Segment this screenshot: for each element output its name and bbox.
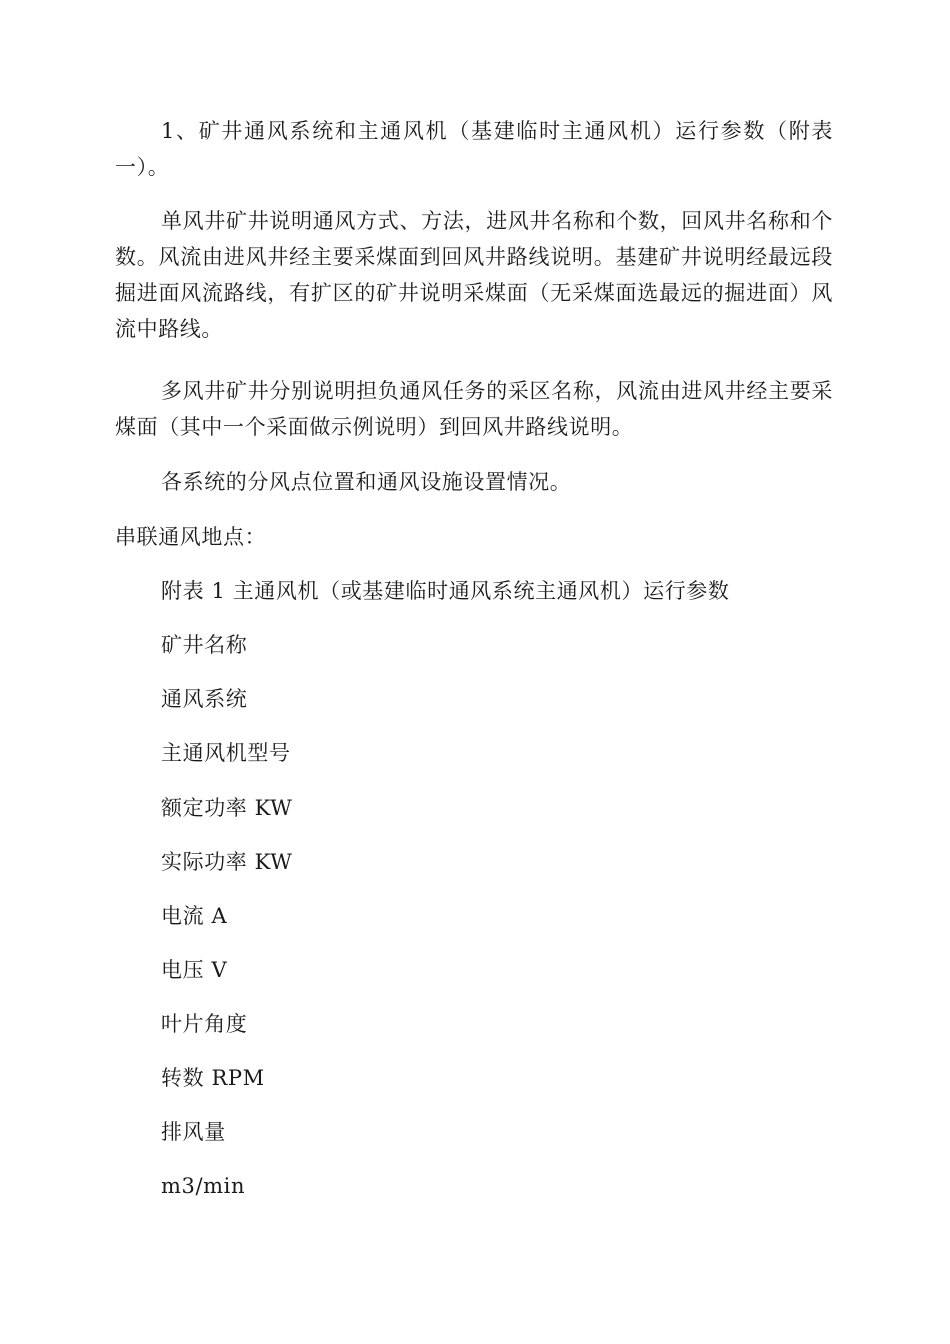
field-rpm: 转数 RPM — [161, 1066, 265, 1090]
paragraph-single-shaft: 单风井矿井说明通风方式、方法，进风井名称和个数，回风井名称和个数。风流由进风井经主要采煤面到回风井路线说明。基建矿井说明经最远段掘进面风流路线，有扩区的矿井说明采煤面（无采煤面选最远的掘进面）风流中路线。 — [115, 209, 833, 341]
field-exhaust-volume: 排风量 — [161, 1120, 226, 1144]
table-title: 附表 1 主通风机（或基建临时通风系统主通风机）运行参数 — [161, 579, 730, 603]
field-voltage: 电压 V — [161, 958, 228, 982]
field-fan-model: 主通风机型号 — [161, 741, 291, 765]
paragraph-section-1-title: 1、矿井通风系统和主通风机（基建临时主通风机）运行参数（附表一）。 — [115, 119, 833, 179]
field-actual-power: 实际功率 KW — [161, 850, 293, 874]
field-blade-angle: 叶片角度 — [161, 1012, 248, 1036]
paragraph-split-points: 各系统的分风点位置和通风设施设置情况。 — [161, 470, 572, 494]
field-rated-power: 额定功率 KW — [161, 796, 293, 820]
field-mine-name: 矿井名称 — [161, 633, 248, 657]
field-ventilation-system: 通风系统 — [161, 687, 248, 711]
paragraph-series-ventilation: 串联通风地点： — [115, 525, 267, 549]
paragraph-multi-shaft: 多风井矿井分别说明担负通风任务的采区名称，风流由进风井经主要采煤面（其中一个采面做示例说明）到回风井路线说明。 — [115, 379, 833, 439]
field-exhaust-unit: m3/min — [161, 1174, 246, 1198]
field-current: 电流 A — [161, 904, 228, 928]
